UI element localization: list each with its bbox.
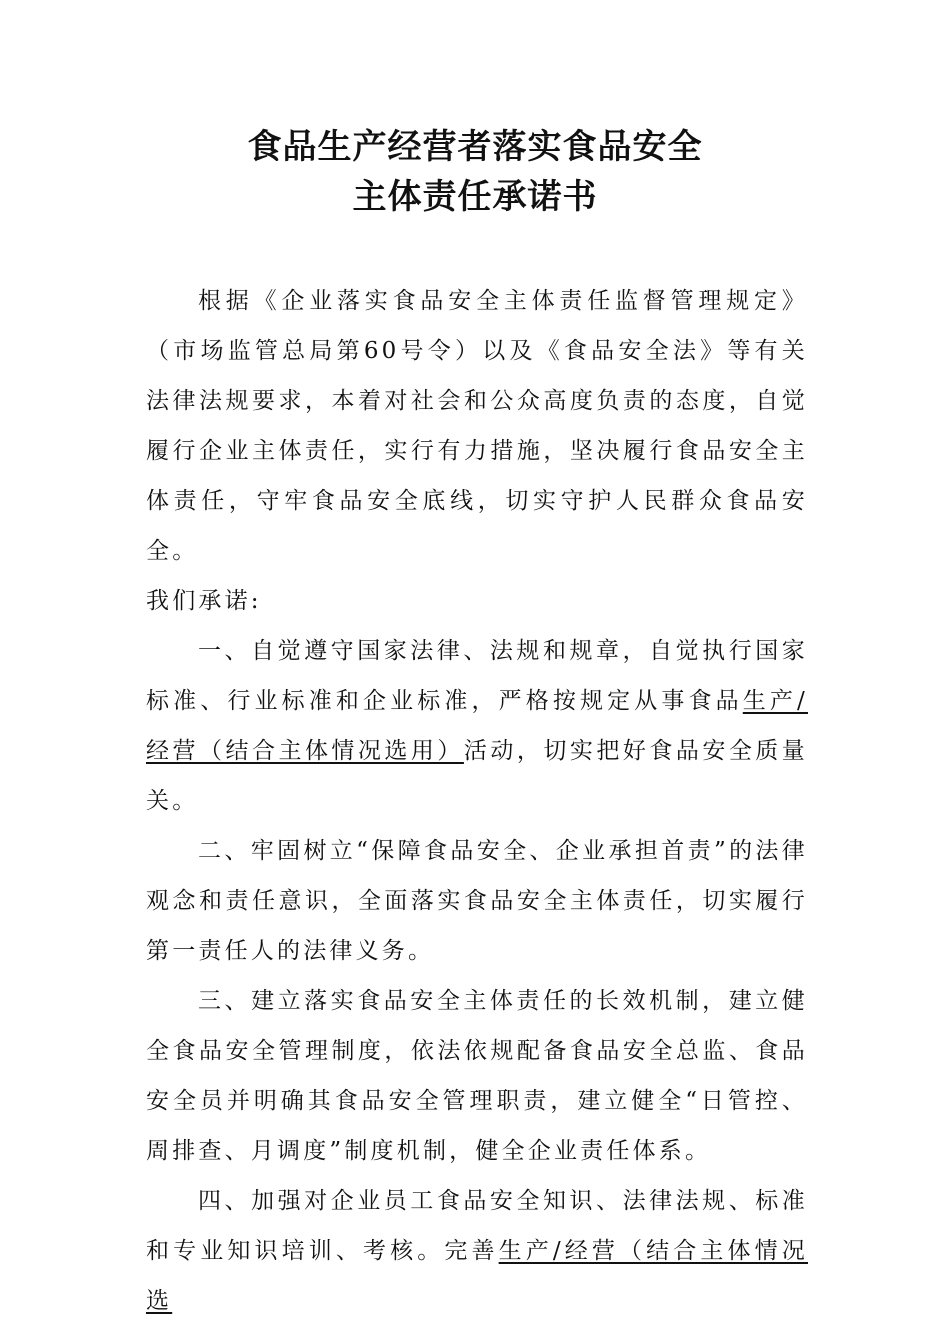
document-body: [146, 276, 808, 1326]
item-4-underlined: 生产/经营（结合主体情况选: [146, 1238, 808, 1314]
item-1-text: 一、自觉遵守国家法律、法规和规章，自觉执行国家标准、行业标准和企业标准，严格按规定从事食品: [146, 638, 808, 714]
commitment-item-1: [146, 626, 808, 826]
title-line-1: 食品生产经营者落实食品安全: [247, 127, 703, 167]
commitment-item-3: 三、建立落实食品安全主体责任的长效机制，建立健全食品安全管理制度，依法依规配备食品安全总监、食品安全员并明确其食品安全管理职责，建立健全“日管控、周排查、月调度”制度机制，健全企业责任体系。: [146, 988, 808, 1164]
item-1-underlined: 生产/经营（结合主体情况选用）: [146, 688, 808, 764]
commitment-item-2: 二、牢固树立“保障食品安全、企业承担首责”的法律观念和责任意识，全面落实食品安全主体责任，切实履行第一责任人的法律义务。: [146, 838, 808, 964]
item-1-text-end: 活动，切实把好食品安全质量关。: [146, 738, 808, 814]
commitment-item-4: [146, 1176, 808, 1326]
title-line-2: 主体责任承诺书: [352, 177, 598, 217]
document-title: [0, 122, 950, 222]
item-4-text: 四、加强对企业员工食品安全知识、法律法规、标准和专业知识培训、考核。完善: [146, 1188, 808, 1264]
intro-paragraph: 根据《企业落实食品安全主体责任监督管理规定》（市场监管总局第60号令）以及《食品安全法》等有关法律法规要求，本着对社会和公众高度负责的态度，自觉履行企业主体责任，实行有力措施，坚决履行食品安全主体责任，守牢食品安全底线，切实守护人民群众食品安全。: [146, 288, 808, 564]
promise-line: 我们承诺:: [146, 588, 262, 614]
